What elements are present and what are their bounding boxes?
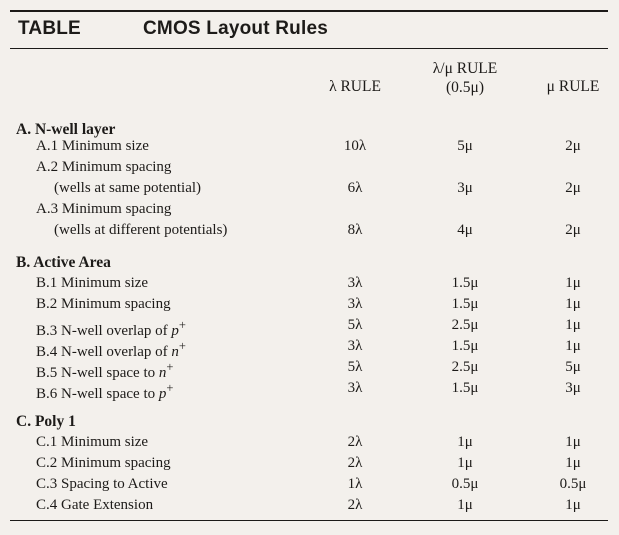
- table-row-c3: [0, 474, 619, 494]
- section-heading-active-area: B. Active Area: [16, 254, 111, 271]
- rule-label: B.6 N-well space to p+: [36, 381, 174, 402]
- rule-label: B.2 Minimum spacing: [36, 296, 171, 312]
- column-header-lambda-mu-note: (0.5μ): [445, 79, 484, 96]
- doping-term: p: [158, 386, 167, 402]
- table-title: CMOS Layout Rules: [143, 18, 328, 39]
- table-row-c1: [0, 432, 619, 452]
- doping-superscript: +: [178, 339, 186, 353]
- mu-value: 1μ: [565, 275, 581, 291]
- table-label: TABLE: [18, 18, 81, 39]
- table-row-a3: [0, 199, 619, 219]
- lambda-mu-value: 1μ: [457, 455, 473, 471]
- rule-label: B.1 Minimum size: [36, 275, 149, 291]
- lambda-value: 2λ: [347, 455, 363, 471]
- doping-term: n: [171, 344, 179, 360]
- rule-label: C.2 Minimum spacing: [36, 455, 171, 471]
- header-rule: [10, 48, 608, 49]
- rule-label: A.3 Minimum spacing: [36, 201, 172, 217]
- lambda-mu-value: 1.5μ: [451, 296, 479, 312]
- lambda-mu-value: 1μ: [457, 434, 473, 450]
- table-row-a2: [0, 157, 619, 177]
- table-row-b4: [0, 336, 619, 360]
- lambda-value: 3λ: [347, 296, 363, 312]
- lambda-mu-value: 3μ: [457, 180, 473, 196]
- mu-value: 1μ: [565, 455, 581, 471]
- lambda-value: 3λ: [347, 338, 363, 354]
- rule-label: A.2 Minimum spacing: [36, 159, 172, 175]
- rule-label-continuation: (wells at same potential): [54, 180, 202, 196]
- rule-label: C.3 Spacing to Active: [36, 476, 168, 492]
- doping-term: n: [158, 365, 167, 381]
- doping-term: p: [171, 323, 179, 339]
- lambda-mu-value: 5μ: [457, 138, 473, 154]
- lambda-mu-value: 1.5μ: [451, 338, 479, 354]
- rule-label: C.4 Gate Extension: [36, 497, 154, 513]
- lambda-value: 5λ: [347, 317, 363, 333]
- lambda-mu-value: 0.5μ: [451, 476, 479, 492]
- lambda-value: 6λ: [347, 180, 363, 196]
- section-heading-n-well: A. N-well layer: [16, 121, 116, 138]
- lambda-value: 5λ: [347, 359, 363, 375]
- lambda-value: 3λ: [347, 380, 363, 396]
- lambda-value: 10λ: [343, 138, 367, 154]
- table-row-a1: [0, 136, 619, 156]
- mu-value: 2μ: [565, 222, 581, 238]
- mu-value: 0.5μ: [559, 476, 587, 492]
- mu-value: 1μ: [565, 434, 581, 450]
- column-header-lambda-mu: λ/μ RULE: [432, 60, 498, 77]
- mu-value: 2μ: [565, 180, 581, 196]
- table-row-b1: [0, 273, 619, 293]
- lambda-mu-value: 1μ: [457, 497, 473, 513]
- doping-superscript: +: [166, 360, 174, 374]
- rule-label: C.1 Minimum size: [36, 434, 149, 450]
- doping-superscript: +: [166, 381, 174, 395]
- mu-value: 3μ: [565, 380, 581, 396]
- table-row-b3: [0, 315, 619, 339]
- column-header-lambda: λ RULE: [329, 78, 381, 95]
- lambda-value: 1λ: [347, 476, 363, 492]
- doping-superscript: +: [178, 318, 186, 332]
- lambda-mu-value: 2.5μ: [451, 359, 479, 375]
- table-row-c4: [0, 495, 619, 515]
- rule-label-continuation: (wells at different potentials): [54, 222, 228, 238]
- table-row-b2: [0, 294, 619, 314]
- rule-label: B.5 N-well space to n+: [36, 360, 174, 381]
- table-row-a3-cont: [0, 220, 619, 240]
- rule-label: A.1 Minimum size: [36, 138, 149, 154]
- rule-label: B.4 N-well overlap of n+: [36, 339, 186, 360]
- lambda-mu-value: 4μ: [457, 222, 473, 238]
- mu-value: 2μ: [565, 138, 581, 154]
- column-header-mu: μ RULE: [546, 78, 600, 95]
- lambda-value: 2λ: [347, 497, 363, 513]
- lambda-mu-value: 1.5μ: [451, 380, 479, 396]
- lambda-value: 8λ: [347, 222, 363, 238]
- rule-label: B.3 N-well overlap of p+: [36, 318, 186, 339]
- section-heading-poly-1: C. Poly 1: [16, 413, 76, 430]
- top-rule: [10, 10, 608, 12]
- table-row-b6: [0, 378, 619, 402]
- lambda-value: 3λ: [347, 275, 363, 291]
- bottom-rule: [10, 520, 608, 521]
- lambda-value: 2λ: [347, 434, 363, 450]
- mu-value: 1μ: [565, 317, 581, 333]
- mu-value: 1μ: [565, 296, 581, 312]
- lambda-mu-value: 2.5μ: [451, 317, 479, 333]
- table-row-a2-cont: [0, 178, 619, 198]
- mu-value: 1μ: [565, 338, 581, 354]
- mu-value: 5μ: [565, 359, 581, 375]
- lambda-mu-value: 1.5μ: [451, 275, 479, 291]
- mu-value: 1μ: [565, 497, 581, 513]
- table-row-c2: [0, 453, 619, 473]
- table-row-b5: [0, 357, 619, 381]
